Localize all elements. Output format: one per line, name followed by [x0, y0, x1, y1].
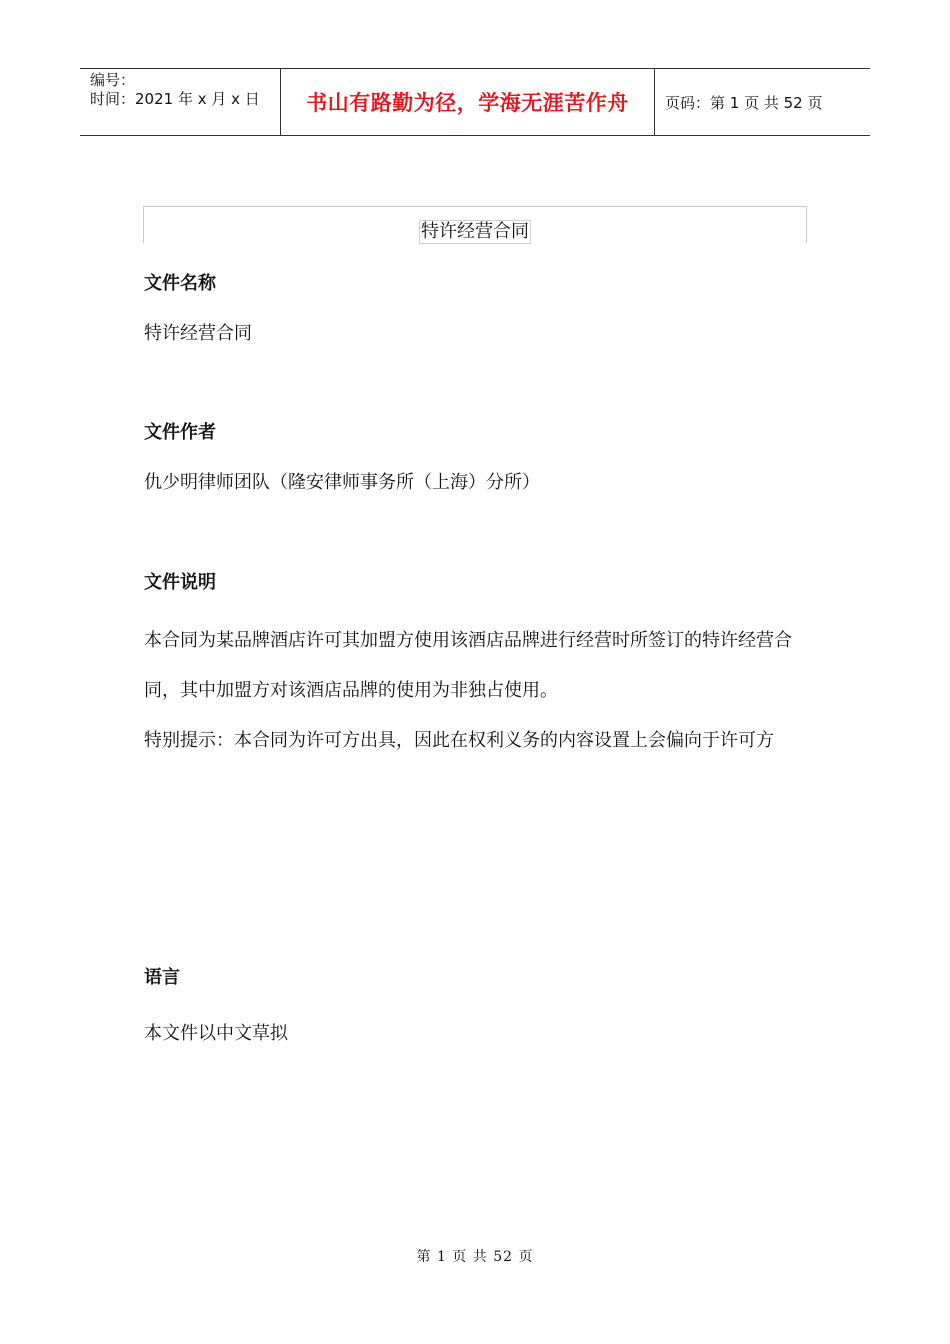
file-author-value: 仇少明律师团队（隆安律师事务所（上海）分所）: [144, 472, 540, 493]
page-header: [80, 68, 870, 136]
document-title: 特许经营合同: [421, 221, 529, 242]
header-motto: 书山有路勤为径，学海无涯苦作舟: [306, 90, 629, 115]
header-meta: [80, 69, 281, 135]
title-box: [143, 206, 807, 243]
file-author-heading: 文件作者: [144, 422, 216, 443]
doc-number: 编号：: [90, 71, 136, 89]
language-value: 本文件以中文草拟: [144, 1023, 288, 1044]
doc-date: 时间：2021 年 x 月 x 日: [90, 90, 260, 108]
header-motto-cell: [281, 69, 655, 135]
file-description-paragraph-2: 特别提示：本合同为许可方出具，因此在权利义务的内容设置上会偏向于许可方: [144, 730, 774, 751]
file-description-heading: 文件说明: [144, 572, 216, 593]
file-name-value: 特许经营合同: [144, 323, 252, 344]
header-page-info: [655, 69, 870, 135]
file-name-heading: 文件名称: [144, 273, 216, 294]
language-heading: 语言: [144, 967, 180, 988]
page-footer: 第 1 页 共 52 页: [416, 1249, 534, 1265]
page-number-info: 页码：第 1 页 共 52 页: [665, 93, 823, 112]
file-description-paragraph-1: 本合同为某品牌酒店许可其加盟方使用该酒店品牌进行经营时所签订的特许经营合同，其中加盟方对该酒店品牌的使用为非独占使用。: [144, 630, 792, 701]
